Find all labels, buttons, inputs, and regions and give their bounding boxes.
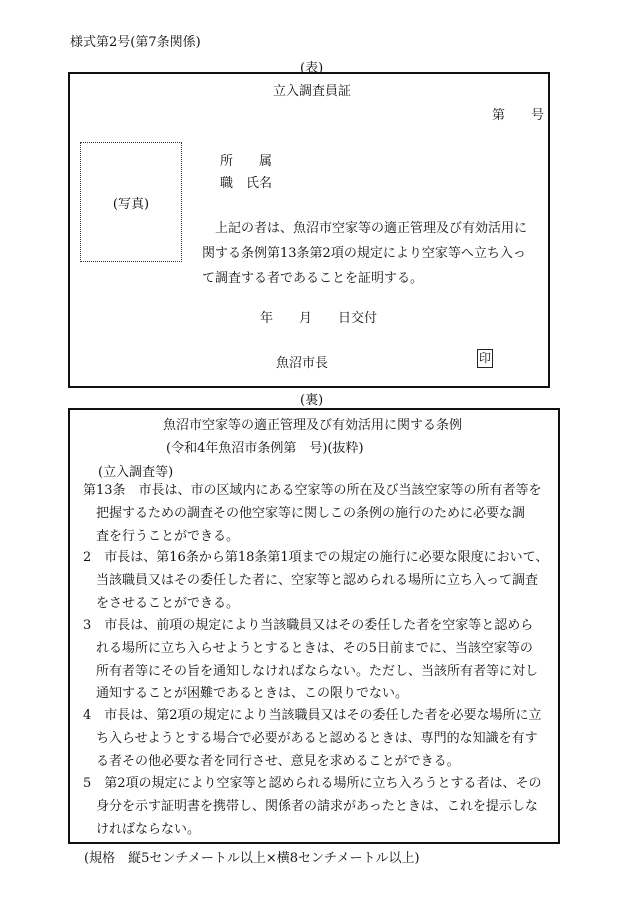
affiliation-label: 所 属 [220,154,273,169]
form-number: 様式第2号(第7条関係) [70,35,201,50]
certification-line: 上記の者は、魚沼市空家等の適正管理及び有効活用に [202,221,528,236]
article-13 [83,480,542,548]
article-line: 第13条 市長は、市の区域内にある空家等の所在及び当該空家等の所有者等を [83,483,542,498]
photo-label: (写真) [112,197,150,212]
ordinance-subtitle: (令和4年魚沼市条例第 号)(抜粋) [166,441,364,456]
article-line: 4 市長は、第2項の規定により当該職員又はその委任した者を必要な場所に立 [83,708,542,723]
article-line: 把握するための調査その他空家等に関しこの条例の施行のために必要な調 [83,505,526,521]
back-heading: (裏) [300,393,324,408]
seal-mark: 印 [477,349,493,368]
article-13-item-3 [83,615,538,706]
article-line: 査を行うことができる。 [83,528,240,544]
size-specification: (規格 縦5センチメートル以上×横8センチメートル以上) [84,851,420,866]
article-line: 身分を示す証明書を携帯し、関係者の請求があったときは、これを提示しな [83,798,538,814]
article-13-item-5 [83,773,542,841]
article-line: 3 市長は、前項の規定により当該職員又はその委任した者を空家等と認めら [83,618,534,633]
article-line: れる場所に立ち入らせようとするときは、その5日前までに、当該空家等の [83,640,533,656]
name-label: 職 氏名 [220,176,273,191]
article-line: 5 第2項の規定により空家等と認められる場所に立ち入ろうとする者は、その [83,776,542,791]
card-number: 第 号 [492,108,545,123]
certification-line: 関する条例第13条第2項の規定により空家等へ立ち入っ [202,246,526,261]
article-line: をさせることができる。 [83,595,240,611]
certification-line: て調査する者であることを証明する。 [202,271,424,286]
article-line: 所有者等にその旨を通知しなければならない。ただし、当該所有者等に対し [83,663,539,679]
article-line: る者その他必要な者を同行させ、意見を求めることができる。 [83,753,460,769]
ordinance-title: 魚沼市空家等の適正管理及び有効活用に関する条例 [163,418,463,433]
issue-date: 年 月 日交付 [260,311,378,326]
article-13-item-2 [83,547,548,615]
article-line: 当該職員又はその委任した者に、空家等と認められる場所に立ち入って調査 [83,572,539,588]
article-line: 通知することが困難であるときは、この限りでない。 [83,686,409,702]
certification-text [202,216,527,291]
photo-box [80,142,182,262]
front-heading: (表) [300,61,324,76]
article-line: ち入らせようとする場合で必要があると認めるときは、専門的な知識を有す [83,730,538,746]
article-line: 2 市長は、第16条から第18条第1項までの規定の施行に必要な限度において、 [83,550,549,565]
article-13-item-4 [83,705,542,773]
section-heading: (立入調査等) [98,465,174,480]
card-title: 立入調査員証 [273,84,352,99]
article-line: ければならない。 [83,821,201,837]
issuer-name: 魚沼市長 [276,356,329,371]
